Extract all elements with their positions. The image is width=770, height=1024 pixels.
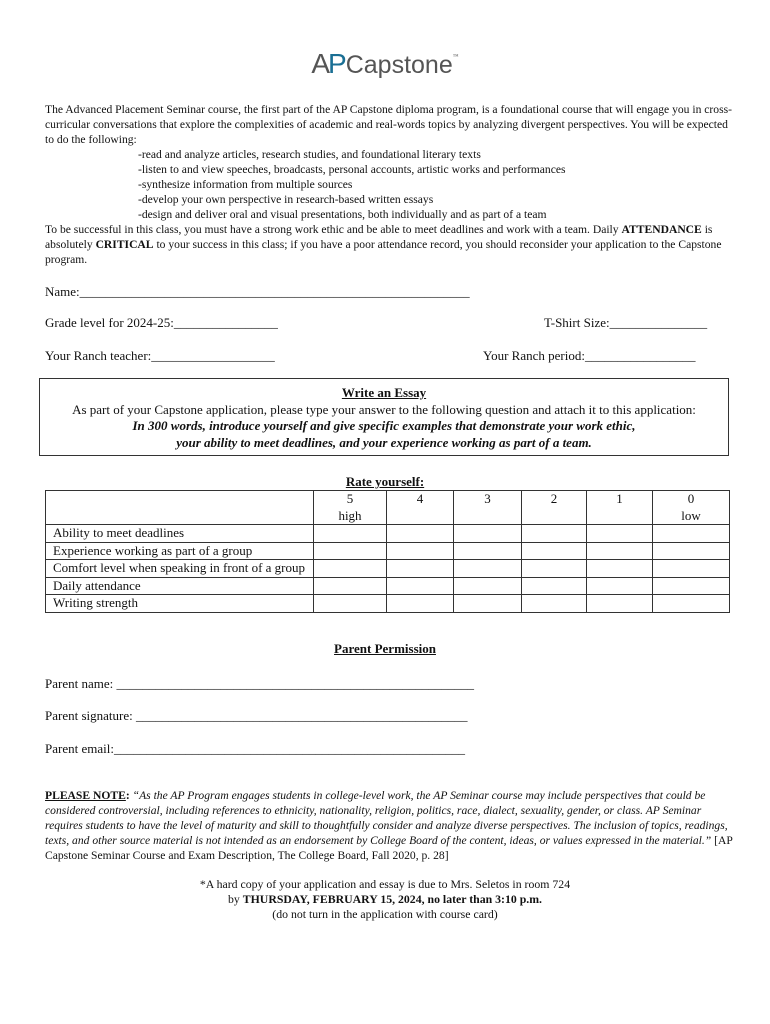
rating-row-label: Comfort level when speaking in front of a group (46, 560, 314, 578)
rating-cell[interactable] (387, 577, 454, 595)
rating-cell[interactable] (522, 560, 587, 578)
rating-cell[interactable] (653, 542, 730, 560)
note-label: PLEASE NOTE (45, 789, 126, 802)
ranch-period-field[interactable]: Your Ranch period:_________________ (483, 348, 696, 363)
table-header-blank (46, 491, 314, 525)
note-quote: “As the AP Program engages students in college-level work, the AP Seminar course may include perspectives that could be considered controversial, including references to ethnicity, nationality, religion, politics, race, dialect, sexuality, gender, or class. AP Seminar requires students to have the level of maturity and skill to thoughtfully consider and analyze diverse perspectives. The inclusion of topics, readings, texts, and other source material is not intended as an endorsement by College Board of the content, ideas, or values expressed in the material.” (45, 789, 728, 847)
table-header-row (46, 491, 730, 525)
due-deadline: THURSDAY, FEBRUARY 15, 2024, no later than 3:10 p.m. (242, 892, 542, 906)
success-paragraph (45, 222, 735, 267)
rating-cell[interactable] (454, 542, 522, 560)
rating-cell[interactable] (314, 542, 387, 560)
attendance-emphasis: ATTENDANCE (621, 223, 702, 236)
due-notice (0, 877, 770, 922)
table-row (46, 542, 730, 560)
ap-logo-mark (311, 48, 344, 79)
scale-value: 0 (687, 491, 695, 506)
rating-cell[interactable] (587, 525, 653, 543)
success-text: is absolutely (45, 223, 713, 251)
essay-instructions: As part of your Capstone application, please type your answer to the following question and attach it to this application: (72, 401, 696, 417)
due-by: by (228, 892, 243, 906)
scale-4: 4 (387, 491, 454, 525)
rating-row-label: Ability to meet deadlines (46, 525, 314, 543)
rating-cell[interactable] (522, 525, 587, 543)
logo-p: P (328, 48, 345, 79)
please-note (45, 788, 735, 863)
rating-cell[interactable] (454, 560, 522, 578)
rating-cell[interactable] (387, 525, 454, 543)
rating-cell[interactable] (454, 595, 522, 613)
rating-cell[interactable] (387, 560, 454, 578)
due-line-1: *A hard copy of your application and essay is due to Mrs. Seletos in room 724 (199, 877, 571, 891)
rating-cell[interactable] (454, 525, 522, 543)
ranch-teacher-field[interactable]: Your Ranch teacher:___________________ (45, 348, 275, 363)
rating-cell[interactable] (387, 595, 454, 613)
rating-cell[interactable] (314, 577, 387, 595)
parent-email-field[interactable]: Parent email:______________________________________________________ (45, 741, 465, 756)
rating-cell[interactable] (522, 577, 587, 595)
rate-yourself-title: Rate yourself: (345, 474, 425, 489)
logo-a: A (311, 48, 329, 79)
scale-value: 5 (346, 491, 354, 506)
parent-name-field[interactable]: Parent name: _______________________________________________________ (45, 676, 474, 691)
expectations-list (45, 147, 735, 222)
note-colon: : (125, 789, 133, 802)
table-row (46, 577, 730, 595)
rating-row-label: Writing strength (46, 595, 314, 613)
intro-paragraph: The Advanced Placement Seminar course, the first part of the AP Capstone diploma program, is a foundational course that will engage you in cross-curricular conversations that explore the complexities of academic and real-words topics by analyzing divergent perspectives. You will be expected to do the following: (45, 103, 732, 146)
list-item: -read and analyze articles, research studies, and foundational literary texts (138, 148, 481, 161)
list-item: -listen to and view speeches, broadcasts, personal accounts, artistic works and performances (138, 163, 566, 176)
table-row (46, 560, 730, 578)
essay-question-line-1: In 300 words, introduce yourself and give specific examples that demonstrate your work ethic, (132, 418, 636, 433)
success-text: to your success in this class; if you have a poor attendance record, you should reconsider your application to the Capstone program. (45, 238, 722, 266)
rating-cell[interactable] (653, 560, 730, 578)
rating-cell[interactable] (522, 542, 587, 560)
scale-0 (653, 491, 730, 525)
logo-trademark: ™ (452, 54, 459, 60)
rating-table (45, 490, 730, 613)
list-item: -synthesize information from multiple sources (138, 178, 353, 191)
rating-cell[interactable] (587, 560, 653, 578)
rating-cell[interactable] (522, 595, 587, 613)
tshirt-size-field[interactable]: T-Shirt Size:_______________ (544, 315, 708, 330)
rating-cell[interactable] (387, 542, 454, 560)
scale-3: 3 (454, 491, 522, 525)
list-item: -design and deliver oral and visual presentations, both individually and as part of a team (138, 208, 547, 221)
rating-cell[interactable] (653, 577, 730, 595)
critical-emphasis: CRITICAL (95, 238, 154, 251)
parent-signature-field[interactable]: Parent signature: ___________________________________________________ (45, 708, 468, 723)
note-citation: [AP Capstone Seminar Course and Exam Description, The College Board, Fall 2020, p. 28] (45, 834, 733, 862)
scale-5 (314, 491, 387, 525)
rating-row-label: Daily attendance (46, 577, 314, 595)
rating-cell[interactable] (314, 525, 387, 543)
list-item: -develop your own perspective in research-based written essays (138, 193, 434, 206)
rating-cell[interactable] (653, 595, 730, 613)
rating-cell[interactable] (587, 542, 653, 560)
success-text: To be successful in this class, you must have a strong work ethic and be able to meet deadlines and work with a team. Daily (45, 223, 622, 236)
name-field[interactable]: Name:____________________________________________________________ (45, 284, 470, 299)
scale-2: 2 (522, 491, 587, 525)
scale-1: 1 (587, 491, 653, 525)
table-row (46, 525, 730, 543)
essay-question-line-2: your ability to meet deadlines, and your experience working as part of a team. (176, 434, 592, 450)
scale-low-label: low (681, 507, 701, 523)
scale-high-label: high (338, 507, 362, 523)
grade-level-field[interactable]: Grade level for 2024-25:________________ (45, 315, 278, 330)
rating-cell[interactable] (454, 577, 522, 595)
essay-box (39, 378, 729, 456)
logo-capstone: Capstone (345, 51, 453, 79)
rating-cell[interactable] (587, 595, 653, 613)
rating-row-label: Experience working as part of a group (46, 542, 314, 560)
ap-capstone-logo (0, 48, 770, 80)
due-line-2 (0, 892, 770, 907)
rating-cell[interactable] (653, 525, 730, 543)
rating-cell[interactable] (587, 577, 653, 595)
table-row (46, 595, 730, 613)
intro-section (45, 102, 735, 267)
due-line-3: (do not turn in the application with course card) (272, 907, 498, 921)
essay-title: Write an Essay (341, 385, 427, 400)
rating-cell[interactable] (314, 560, 387, 578)
parent-permission-title: Parent Permission (334, 641, 436, 656)
rating-cell[interactable] (314, 595, 387, 613)
